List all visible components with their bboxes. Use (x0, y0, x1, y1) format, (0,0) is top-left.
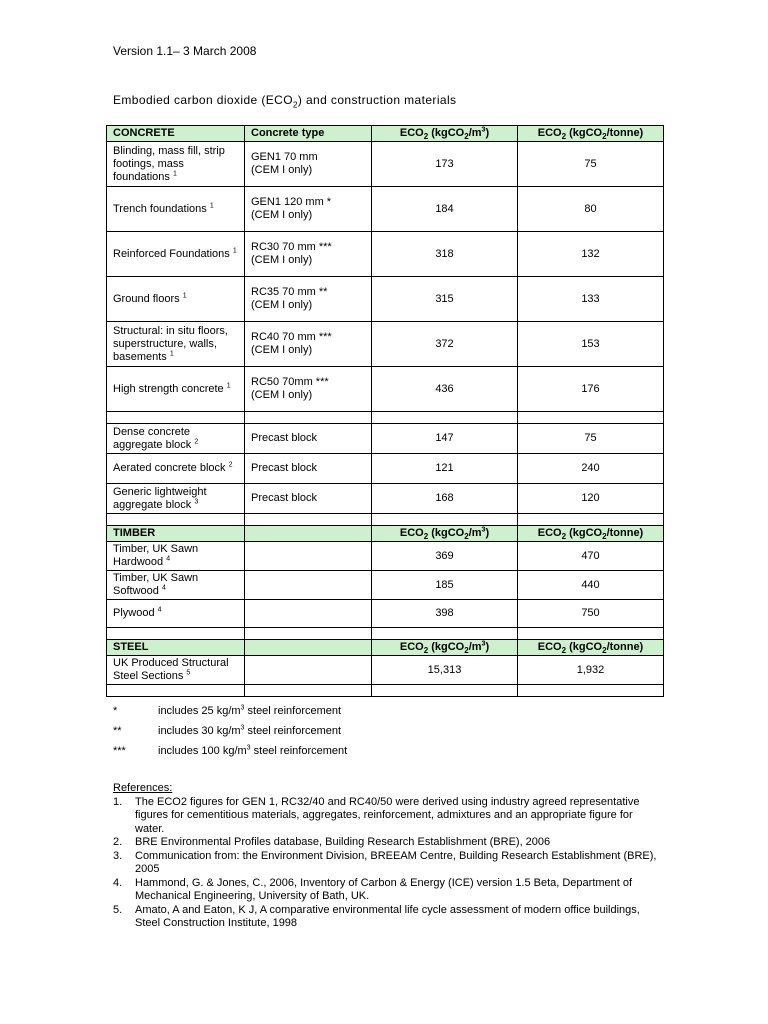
concrete-eco2-tonne-header-text: $ECO_2$ (kgCO$_2$/tonne) (537, 127, 644, 142)
eco2-m3-value: 318 (435, 247, 454, 260)
reference-number: 1. (113, 795, 123, 808)
eco2-m3-cell (372, 454, 518, 484)
blank-cell (518, 628, 664, 640)
reference-number: 4. (113, 876, 123, 889)
eco2-m3-cell (372, 656, 518, 685)
timber-header-row (107, 526, 664, 542)
material-name: Trench foundations (113, 202, 207, 215)
blank-cell (107, 412, 245, 424)
eco2-tonne-cell (518, 656, 664, 685)
table-row (107, 142, 664, 187)
ref-superscript: 1 (209, 201, 214, 209)
blank-cell (245, 514, 372, 526)
concrete-type-cell (245, 454, 372, 484)
timber-header-text: TIMBER (113, 527, 156, 539)
table-row (107, 367, 664, 412)
table-row (107, 484, 664, 514)
table-row (107, 424, 664, 454)
material-name-cell (107, 571, 245, 600)
steel-eco2-m3-header-text: $ECO_2$ $(kgCO_2/m^3)$ (399, 640, 490, 656)
reference-text: BRE Environmental Profiles database, Building Research Establishment (BRE), 2006 (135, 836, 551, 848)
cement-note: (CEM I only) (251, 209, 313, 221)
timber-eco2-tonne-header-text: $ECO_2$ (kgCO$_2$/tonne) (537, 527, 644, 542)
table-row (107, 571, 664, 600)
eco2-m3-value: 369 (435, 549, 454, 562)
eco2-tonne-value: 470 (581, 549, 600, 562)
eco2-m3-cell (372, 277, 518, 322)
blank-row (107, 514, 664, 526)
version-line: Version 1.1– 3 March 2008 (113, 44, 257, 58)
eco2-m3-cell (372, 367, 518, 412)
timber-eco2-m3-header (372, 526, 518, 542)
material-name-cell (107, 454, 245, 484)
concrete-eco2-m3-header-text: $ECO_2$ $(kgCO_2/m^3)$ (399, 126, 490, 142)
timber-eco2-m3-header-text: $ECO_2$ $(kgCO_2/m^3)$ (399, 526, 490, 542)
concrete-header-text: CONCRETE (113, 127, 175, 139)
eco2-tonne-cell (518, 367, 664, 412)
eco2-tonne-value: 153 (581, 337, 600, 350)
table-row (107, 454, 664, 484)
eco2-m3-cell (372, 484, 518, 514)
eco2-m3-value: 168 (435, 492, 454, 504)
blank-row (107, 412, 664, 424)
material-name: UK Produced Structural Steel Sections (113, 657, 229, 682)
eco2-m3-value: 15,313 (427, 663, 462, 676)
concrete-type: RC30 70 mm *** (251, 241, 332, 253)
concrete-type-cell (245, 600, 372, 628)
reference-item (113, 836, 658, 850)
eco2-tonne-value: 750 (581, 607, 600, 619)
ref-superscript: 1 (226, 381, 231, 389)
eco2-tonne-value: 120 (581, 492, 600, 504)
eco2-tonne-cell (518, 277, 664, 322)
blank-cell (107, 685, 245, 697)
page-title (113, 93, 457, 110)
footnote-mark: * (113, 705, 118, 717)
material-name: Aerated concrete block (113, 462, 226, 474)
cement-note: (CEM I only) (251, 389, 313, 401)
material-name: Reinforced Foundations (113, 247, 230, 260)
eco2-tonne-cell (518, 322, 664, 367)
concrete-type-cell (245, 542, 372, 571)
steel-eco2-tonne-header (518, 640, 664, 656)
concrete-type-cell (245, 322, 372, 367)
ref-superscript: 5 (186, 669, 191, 677)
timber-header (107, 526, 245, 542)
reference-number: 2. (113, 836, 123, 848)
footnote-mark: *** (113, 745, 126, 757)
eco2-tonne-value: 440 (581, 578, 600, 591)
reference-item (113, 796, 658, 837)
ref-superscript: 1 (169, 349, 174, 357)
steel-header-row (107, 640, 664, 656)
ref-superscript: 1 (182, 291, 187, 299)
table-row (107, 600, 664, 628)
concrete-type: GEN1 120 mm * (251, 196, 332, 208)
ref-superscript: 3 (194, 497, 199, 505)
eco2-tonne-cell (518, 424, 664, 454)
concrete-type: Precast block (251, 462, 318, 474)
blank-cell (372, 628, 518, 640)
footnote-text: includes 30 $kg/m^3$ steel reinforcement (158, 724, 342, 737)
eco2-table-body (107, 126, 664, 697)
eco2-m3-cell (372, 142, 518, 187)
eco2-tonne-cell (518, 571, 664, 600)
reference-text: The ECO2 figures for GEN 1, RC32/40 and RC40/50 were derived using industry agreed representative figures for cementitious materials, aggregates, reinforcement, admixtures and an appropriate figure for water. (135, 795, 640, 835)
concrete-type: RC40 70 mm *** (251, 331, 332, 343)
reference-number: 3. (113, 849, 123, 862)
cement-note: (CEM I only) (251, 299, 313, 311)
timber-type-header (245, 526, 372, 542)
concrete-type: Precast block (251, 432, 318, 444)
eco2-tonne-cell (518, 600, 664, 628)
reference-item (113, 850, 658, 877)
concrete-eco2-tonne-header (518, 126, 664, 142)
eco2-m3-value: 436 (435, 382, 454, 395)
ref-superscript: 1 (172, 169, 177, 177)
concrete-type: RC50 70mm *** (251, 376, 329, 388)
concrete-type-cell (245, 142, 372, 187)
concrete-eco2-m3-header (372, 126, 518, 142)
material-name-cell (107, 277, 245, 322)
concrete-type: RC35 70 mm ** (251, 286, 328, 298)
table-row (107, 232, 664, 277)
material-name-cell (107, 424, 245, 454)
concrete-type-cell (245, 187, 372, 232)
eco2-m3-value: 372 (435, 337, 454, 350)
material-name-cell (107, 367, 245, 412)
footnote-text: includes 100 $kg/m^3$ steel reinforcement (158, 744, 348, 757)
material-name-cell (107, 542, 245, 571)
reference-item (113, 904, 658, 931)
blank-cell (518, 514, 664, 526)
timber-eco2-tonne-header (518, 526, 664, 542)
eco2-m3-value: 185 (435, 578, 454, 591)
eco2-m3-cell (372, 542, 518, 571)
concrete-type: Precast block (251, 492, 318, 504)
material-name: Timber, UK Sawn Hardwood (113, 543, 199, 568)
steel-eco2-tonne-header-text: $ECO_2$ (kgCO$_2$/tonne) (537, 641, 644, 656)
references-list (113, 796, 658, 931)
eco2-tonne-value: 1,932 (576, 663, 605, 676)
eco2-m3-value: 121 (435, 462, 454, 474)
table-row (107, 542, 664, 571)
material-name-cell (107, 600, 245, 628)
concrete-type-cell (245, 484, 372, 514)
material-name: Plywood (113, 607, 155, 619)
concrete-header (107, 126, 245, 142)
cement-note: (CEM I only) (251, 344, 313, 356)
eco2-tonne-cell (518, 142, 664, 187)
reference-number: 5. (113, 903, 123, 916)
eco2-tonne-value: 176 (581, 382, 600, 395)
concrete-type-cell (245, 232, 372, 277)
ref-superscript: 2 (194, 437, 199, 445)
title-suffix: ) and construction materials (297, 93, 457, 107)
blank-cell (372, 514, 518, 526)
concrete-type-header-text: Concrete type (251, 127, 325, 139)
eco2-m3-cell (372, 571, 518, 600)
blank-cell (107, 514, 245, 526)
table-row (107, 187, 664, 232)
reference-text: Hammond, G. & Jones, C., 2006, Inventory of Carbon & Energy (ICE) version 1.5 Beta, Department of Mechanical Engineering, University of Bath, UK. (135, 876, 633, 902)
eco2-tonne-cell (518, 484, 664, 514)
blank-cell (518, 412, 664, 424)
footnote-text: includes 25 $kg/m^3$ steel reinforcement (158, 704, 342, 717)
material-name-cell (107, 656, 245, 685)
concrete-header-row (107, 126, 664, 142)
material-name-cell (107, 142, 245, 187)
material-name: Generic lightweight aggregate block (113, 485, 207, 511)
blank-row (107, 685, 664, 697)
eco2-m3-value: 315 (435, 292, 454, 305)
eco2-tonne-value: 132 (581, 247, 600, 260)
eco2-tonne-value: 133 (581, 292, 600, 305)
eco2-m3-cell (372, 600, 518, 628)
blank-row (107, 628, 664, 640)
concrete-type: GEN1 70 mm (251, 151, 318, 163)
reference-text: Amato, A and Eaton, K J, A comparative environmental life cycle assessment of modern office buildings, Steel Construction Institute, 1998 (135, 903, 640, 929)
blank-cell (245, 685, 372, 697)
concrete-type-cell (245, 571, 372, 600)
material-name-cell (107, 232, 245, 277)
ref-superscript: 1 (232, 246, 237, 254)
eco2-m3-value: 398 (435, 607, 454, 619)
reference-item (113, 877, 658, 904)
material-name-cell (107, 484, 245, 514)
eco2-tonne-cell (518, 454, 664, 484)
steel-eco2-m3-header (372, 640, 518, 656)
ref-superscript: 4 (161, 584, 166, 592)
material-name-cell (107, 322, 245, 367)
eco2-tonne-cell (518, 232, 664, 277)
eco2-m3-cell (372, 232, 518, 277)
blank-cell (372, 412, 518, 424)
eco2-m3-value: 147 (435, 432, 454, 444)
steel-header-text: STEEL (113, 641, 149, 653)
material-name: Structural: in situ floors, superstructure, walls, basements (113, 324, 228, 363)
footnote-mark: ** (113, 725, 122, 737)
material-name: Dense concrete aggregate block (113, 425, 192, 451)
ref-superscript: 2 (228, 461, 233, 469)
eco2-tonne-value: 75 (584, 157, 597, 170)
blank-cell (107, 628, 245, 640)
reference-text: Communication from: the Environment Division, BREEAM Centre, Building Research Establishment (BRE), 2005 (135, 849, 657, 875)
eco2-m3-cell (372, 187, 518, 232)
cement-note: (CEM I only) (251, 254, 313, 266)
eco2-m3-cell (372, 322, 518, 367)
eco2-tonne-value: 75 (584, 432, 597, 444)
material-name: Ground floors (113, 292, 180, 305)
title-subscript: 2 (292, 100, 298, 110)
blank-cell (372, 685, 518, 697)
concrete-type-cell (245, 656, 372, 685)
table-row (107, 322, 664, 367)
references-heading: References: (113, 782, 173, 794)
eco2-table (106, 125, 664, 697)
concrete-type-header (245, 126, 372, 142)
eco2-tonne-cell (518, 542, 664, 571)
concrete-type-cell (245, 277, 372, 322)
table-row (107, 277, 664, 322)
blank-cell (245, 412, 372, 424)
material-name-cell (107, 187, 245, 232)
eco2-m3-cell (372, 424, 518, 454)
blank-cell (245, 628, 372, 640)
ref-superscript: 4 (157, 606, 162, 614)
material-name: High strength concrete (113, 382, 224, 395)
ref-superscript: 4 (166, 555, 171, 563)
eco2-tonne-value: 240 (581, 462, 600, 474)
steel-header (107, 640, 245, 656)
concrete-type-cell (245, 367, 372, 412)
title-prefix: Embodied carbon dioxide (ECO (113, 93, 293, 107)
references (113, 782, 658, 931)
steel-type-header (245, 640, 372, 656)
blank-cell (518, 685, 664, 697)
cement-note: (CEM I only) (251, 164, 313, 176)
material-name: Timber, UK Sawn Softwood (113, 572, 199, 597)
eco2-tonne-cell (518, 187, 664, 232)
eco2-m3-value: 184 (435, 202, 454, 215)
material-name: Blinding, mass fill, strip footings, mass foundations (113, 144, 225, 183)
concrete-type-cell (245, 424, 372, 454)
eco2-tonne-value: 80 (584, 202, 597, 215)
eco2-m3-value: 173 (435, 157, 454, 170)
table-row (107, 656, 664, 685)
